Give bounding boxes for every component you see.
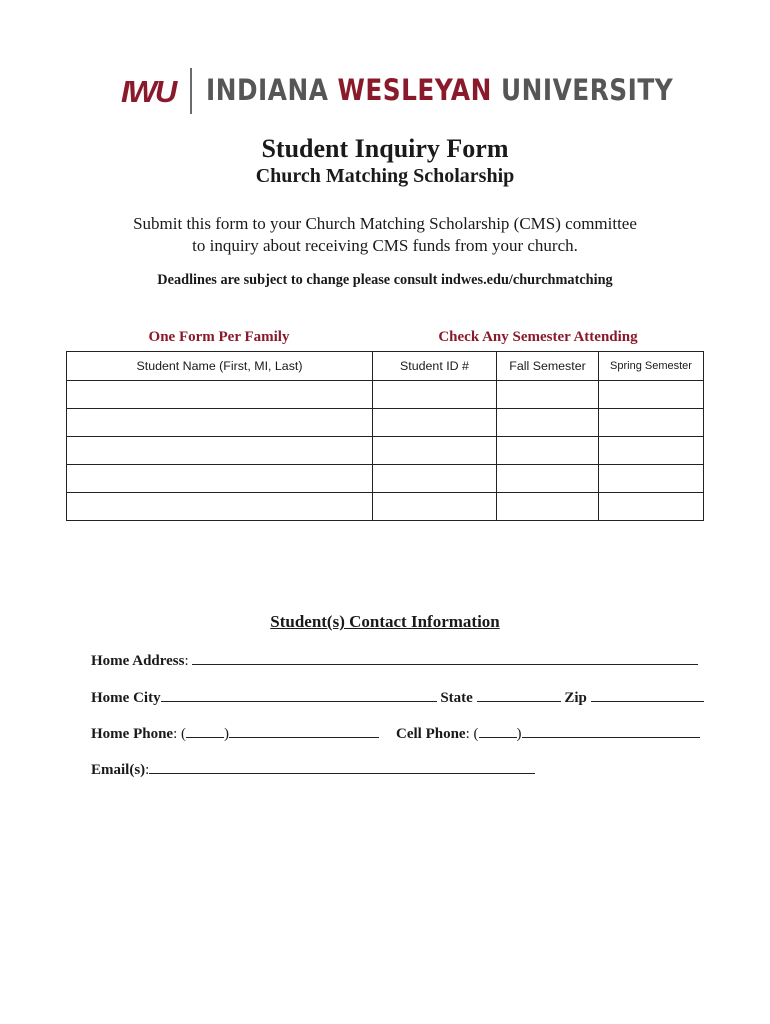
table-row [67,409,704,437]
fall-semester-cell[interactable] [497,409,599,437]
university-logo [121,68,762,114]
contact-info-heading: Student(s) Contact Information [270,612,500,631]
zip-field[interactable] [591,689,704,702]
zip-label: Zip [564,690,587,706]
student-id-cell[interactable] [373,493,497,521]
cell-phone-row [396,725,700,743]
fall-semester-cell[interactable] [497,493,599,521]
column-header-student-id: Student ID # [373,352,497,381]
colon: : [145,762,150,778]
state-label: State [440,690,473,706]
fall-semester-cell[interactable] [497,465,599,493]
table-row [67,465,704,493]
home-phone-area-code-field[interactable] [186,725,224,738]
wordmark-university: UNIVERSITY [492,73,674,108]
table-row [67,381,704,409]
home-phone-row [91,725,379,743]
email-label: Email(s) [91,762,146,778]
logo-divider [190,68,192,114]
student-id-cell[interactable] [373,437,497,465]
home-city-field[interactable] [161,689,437,702]
wordmark-indiana: INDIANA [206,73,338,108]
intro-line-2: to inquiry about receiving CMS funds from your church. [192,236,578,255]
home-city-row [91,689,704,707]
fall-semester-cell[interactable] [497,437,599,465]
student-name-cell[interactable] [67,409,373,437]
spring-semester-cell[interactable] [599,381,704,409]
spring-semester-cell[interactable] [599,493,704,521]
student-name-cell[interactable] [67,493,373,521]
spring-semester-cell[interactable] [599,409,704,437]
form-title: Student Inquiry Form [261,134,509,163]
iwu-logo-mark: IWU [121,73,176,109]
home-address-label: Home Address [91,653,185,669]
form-intro [0,213,770,257]
area-code-close: ) [224,726,229,742]
email-row [91,761,535,779]
home-address-row [91,652,698,670]
cell-phone-label: Cell Phone [396,726,466,742]
area-code-open: ( [181,726,186,742]
colon: : [184,653,189,669]
university-wordmark [206,73,674,108]
state-field[interactable] [477,689,561,702]
student-name-cell[interactable] [67,381,373,409]
area-code-close: ) [516,726,522,742]
home-city-label: Home City [91,690,161,706]
student-id-cell[interactable] [373,465,497,493]
form-subtitle: Church Matching Scholarship [255,165,515,187]
one-form-per-family-heading: One Form Per Family [148,329,290,345]
home-address-field[interactable] [192,652,698,665]
deadline-notice: Deadlines are subject to change please consult indwes.edu/churchmatching [157,272,613,288]
student-id-cell[interactable] [373,381,497,409]
column-header-spring-semester: Spring Semester [599,352,704,381]
colon: : [465,726,470,742]
wordmark-wesleyan: WESLEYAN [337,73,493,108]
student-name-cell[interactable] [67,437,373,465]
table-row [67,437,704,465]
student-name-cell[interactable] [67,465,373,493]
table-header-row [67,352,704,381]
cell-phone-number-field[interactable] [522,725,700,738]
table-row [67,493,704,521]
fall-semester-cell[interactable] [497,381,599,409]
spring-semester-cell[interactable] [599,465,704,493]
email-field[interactable] [149,761,535,774]
student-table [66,351,704,521]
home-phone-label: Home Phone [91,726,174,742]
spring-semester-cell[interactable] [599,437,704,465]
colon: : [173,726,178,742]
home-phone-number-field[interactable] [229,725,379,738]
check-semester-heading: Check Any Semester Attending [438,329,638,345]
column-header-fall-semester: Fall Semester [497,352,599,381]
student-id-cell[interactable] [373,409,497,437]
area-code-open: ( [473,726,479,742]
cell-phone-area-code-field[interactable] [479,725,517,738]
column-header-student-name: Student Name (First, MI, Last) [67,352,373,381]
intro-line-1: Submit this form to your Church Matching Scholarship (CMS) committee [133,214,637,233]
